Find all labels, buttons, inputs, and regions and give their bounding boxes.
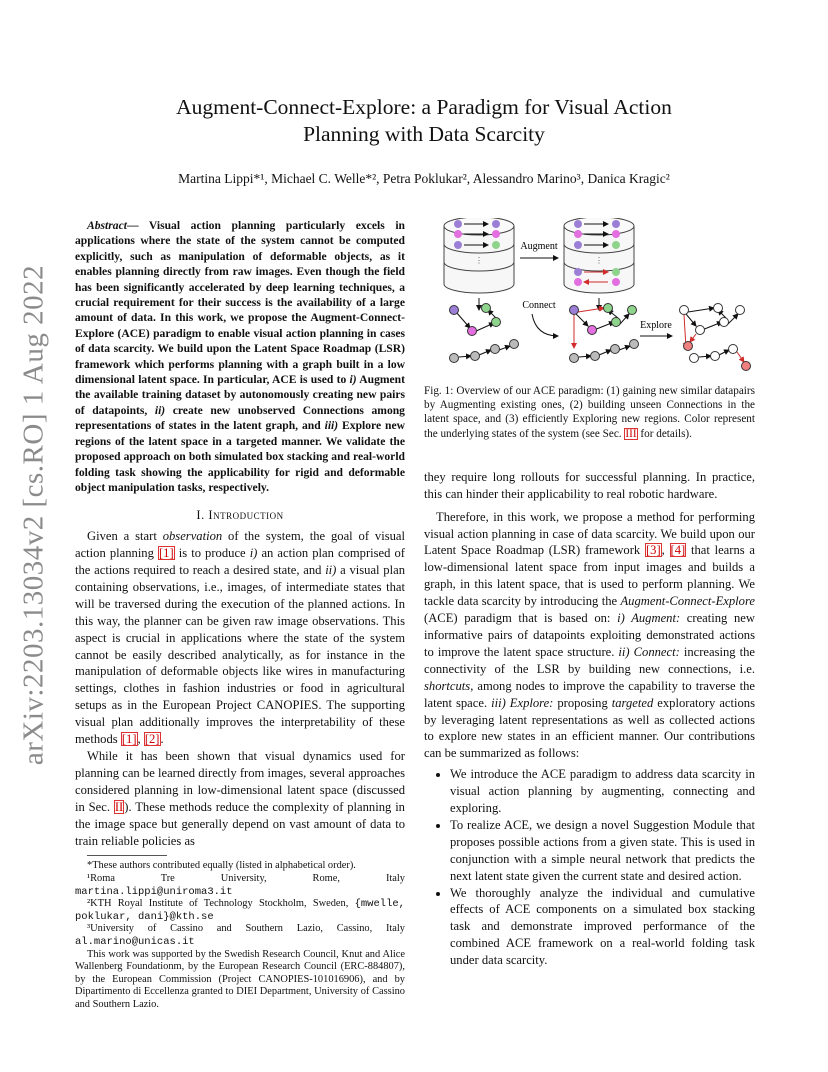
latent-graph-right bbox=[680, 304, 751, 371]
section-link[interactable]: III bbox=[625, 427, 637, 440]
right-column bbox=[424, 218, 755, 969]
figure-caption: Fig. 1: Overview of our ACE paradigm: (1) gaining new similar datapairs by Augmenting existing ones, (2) building unseen Connections in the latent space, and (3) efficiently Exploring new regions. Color represent the underlying states of the system (see Sec. III for details). bbox=[424, 385, 755, 440]
footnote-rule bbox=[87, 855, 167, 856]
figure-1 bbox=[424, 218, 755, 378]
svg-text:⋮: ⋮ bbox=[595, 256, 603, 265]
citation-link[interactable]: [2] bbox=[144, 732, 160, 747]
citation-link[interactable]: [1] bbox=[158, 546, 174, 561]
latent-graph-middle bbox=[570, 304, 639, 363]
dataset-cylinder-left bbox=[444, 218, 514, 293]
explore-label: Explore bbox=[640, 320, 672, 331]
footnote-email-1: martina.lippi@uniroma3.it bbox=[75, 885, 233, 898]
left-column bbox=[75, 218, 405, 1012]
section-heading: I. Introduction bbox=[196, 508, 284, 523]
list-item: • We introduce the ACE paradigm to address data scarcity in visual action planning by augmenting, connecting and exploring. bbox=[450, 766, 755, 817]
citation-link[interactable]: [1] bbox=[121, 732, 137, 747]
footnote-equal-contribution: *These authors contributed equally (listed in alphabetical order). bbox=[87, 860, 356, 872]
dataset-cylinder-right bbox=[564, 218, 634, 293]
footnote-affiliation-2: ²KTH Royal Institute of Technology Stockholm, Sweden, bbox=[87, 898, 355, 910]
footnote-email-2: {mwelle, poklukar, dani}@kth.se bbox=[75, 898, 405, 923]
footnotes bbox=[75, 860, 405, 1011]
footnote-email-3: al.marino@unicas.it bbox=[75, 936, 195, 948]
augment-label: Augment bbox=[520, 241, 558, 252]
section-link[interactable]: II bbox=[114, 799, 124, 814]
footnote-affiliation-3: ³University of Cassino and Southern Lazio, Cassino, Italy bbox=[87, 923, 405, 935]
footnote-funding: This work was supported by the Swedish Research Council, Knut and Alice Wallenberg Foundationm, by the European Research Council (ERC-884807), by the European Commission (Project CANOPIES-101016906), and by Dipartimento di Eccellenza granted to DIEI Department, University of Cassino and Southern Lazio. bbox=[75, 948, 405, 1010]
svg-text:⋮: ⋮ bbox=[475, 256, 483, 265]
title-line-1: Augment-Connect-Explore: a Paradigm for Visual Action bbox=[176, 95, 672, 119]
connect-label: Connect bbox=[522, 300, 556, 311]
ace-diagram bbox=[424, 218, 755, 378]
list-item: • We thoroughly analyze the individual and cumulative effects of ACE components on a simulated box stacking task and demonstrate improved performance of the combined ACE framework on a real-world folding task under data scarcity. bbox=[450, 885, 755, 970]
intro-paragraph-1: Given a start observation of the system, the goal of visual action planning [1] is to produce i) an action plan comprised of the actions required to reach a desired state, and ii) a visual plan containing observations, i.e., images, of intermediate states that will be traversed during the execution of the planned actions. In this way, the planner can be given raw image observations. This aspect is crucial in applications where the state of the system cannot be easily described analytically, as for instance in the manipulation of deformable objects like wires in manufacturing settings, clothes in fashion industries or food in agricultural setups as in the European Project CANOPIES. The supporting visual plan additionally improves the interpretability of these methods [1], [2]. bbox=[75, 529, 405, 747]
right-paragraph-1: Therefore, in this work, we propose a method for performing visual action planning in case of data scarcity. We build upon our Latent Space Roadmap (LSR) framework [3], [4] that learns a low-dimensional latent space from input images and builds a graph, in this latent space, that is used to perform planning. We tackle data scarcity by introducing the Augment-Connect-Explore (ACE) paradigm that is based on: i) Augment: creating new informative pairs of datapoints exploiting demonstrated actions to improve the latent space structure. ii) Connect: increasing the connectivity of the LSR by building new connections, i.e. shortcuts, among nodes to improve the capability to traverse the latent space. iii) Explore: proposing targeted exploratory actions by leveraging latent representations as well as collected actions to explore new states in an efficient manner. Our contributions can be summarized as follows: bbox=[424, 509, 756, 761]
authors: Martina Lippi*¹, Michael C. Welle*², Petra Poklukar², Alessandro Marino³, Danica Kragic² bbox=[178, 171, 670, 186]
arxiv-watermark: arXiv:2203.13034v2 [cs.RO] 1 Aug 2022 bbox=[17, 264, 50, 766]
paper-title bbox=[110, 94, 738, 148]
list-item: • To realize ACE, we design a novel Suggestion Module that proposes possible actions from a given state. This is used in conjunction with a simple neural network that predicts the next latent state given the current state and desired action. bbox=[450, 817, 755, 885]
title-line-2: Planning with Data Scarcity bbox=[303, 122, 545, 146]
footnote-affiliation-1: ¹Roma Tre University, Rome, Italy bbox=[87, 873, 405, 885]
right-paragraph-0: they require long rollouts for successful planning. In practice, this can hinder their applicability to real robotic hardware. bbox=[424, 469, 755, 501]
citation-link[interactable]: [4] bbox=[670, 543, 686, 558]
contributions-list bbox=[424, 766, 755, 969]
abstract: Abstract— Visual action planning particularly excels in applications where the state of the system cannot be computed explicitly, such as manipulation of deformable objects, as it enables planning directly from raw images. Even though the field has been significantly accelerated by deep learning techniques, a crucial requirement for their success is the availability of a large amount of data. In this work, we propose the Augment-Connect-Explore (ACE) paradigm to enable visual action planning in cases of data scarcity. We build upon the Latent Space Roadmap (LSR) framework which performs planning with a graph built in a low dimensional latent space. In particular, ACE is used to i) Augment the available training dataset by autonomously creating new pairs of datapoints, ii) create new unobserved Connections among representations of states in the latent graph, and iii) Explore new regions of the latent space in a targeted manner. We validate the proposed approach on both simulated box stacking and real-world folding task showing the applicability for rigid and deformable object manipulation tasks, respectively. bbox=[75, 219, 406, 494]
intro-paragraph-2: While it has been shown that visual dynamics used for planning can be learned directly from images, several approaches considered planning in low-dimensional latent space (discussed in Sec. II). These methods reduce the complexity of planning in the image space but generally depend on vast amount of data to train reliable policies as bbox=[75, 749, 405, 848]
latent-graph-left bbox=[450, 304, 519, 363]
abstract-label: Abstract bbox=[87, 219, 127, 232]
citation-link[interactable]: [3] bbox=[645, 543, 661, 558]
